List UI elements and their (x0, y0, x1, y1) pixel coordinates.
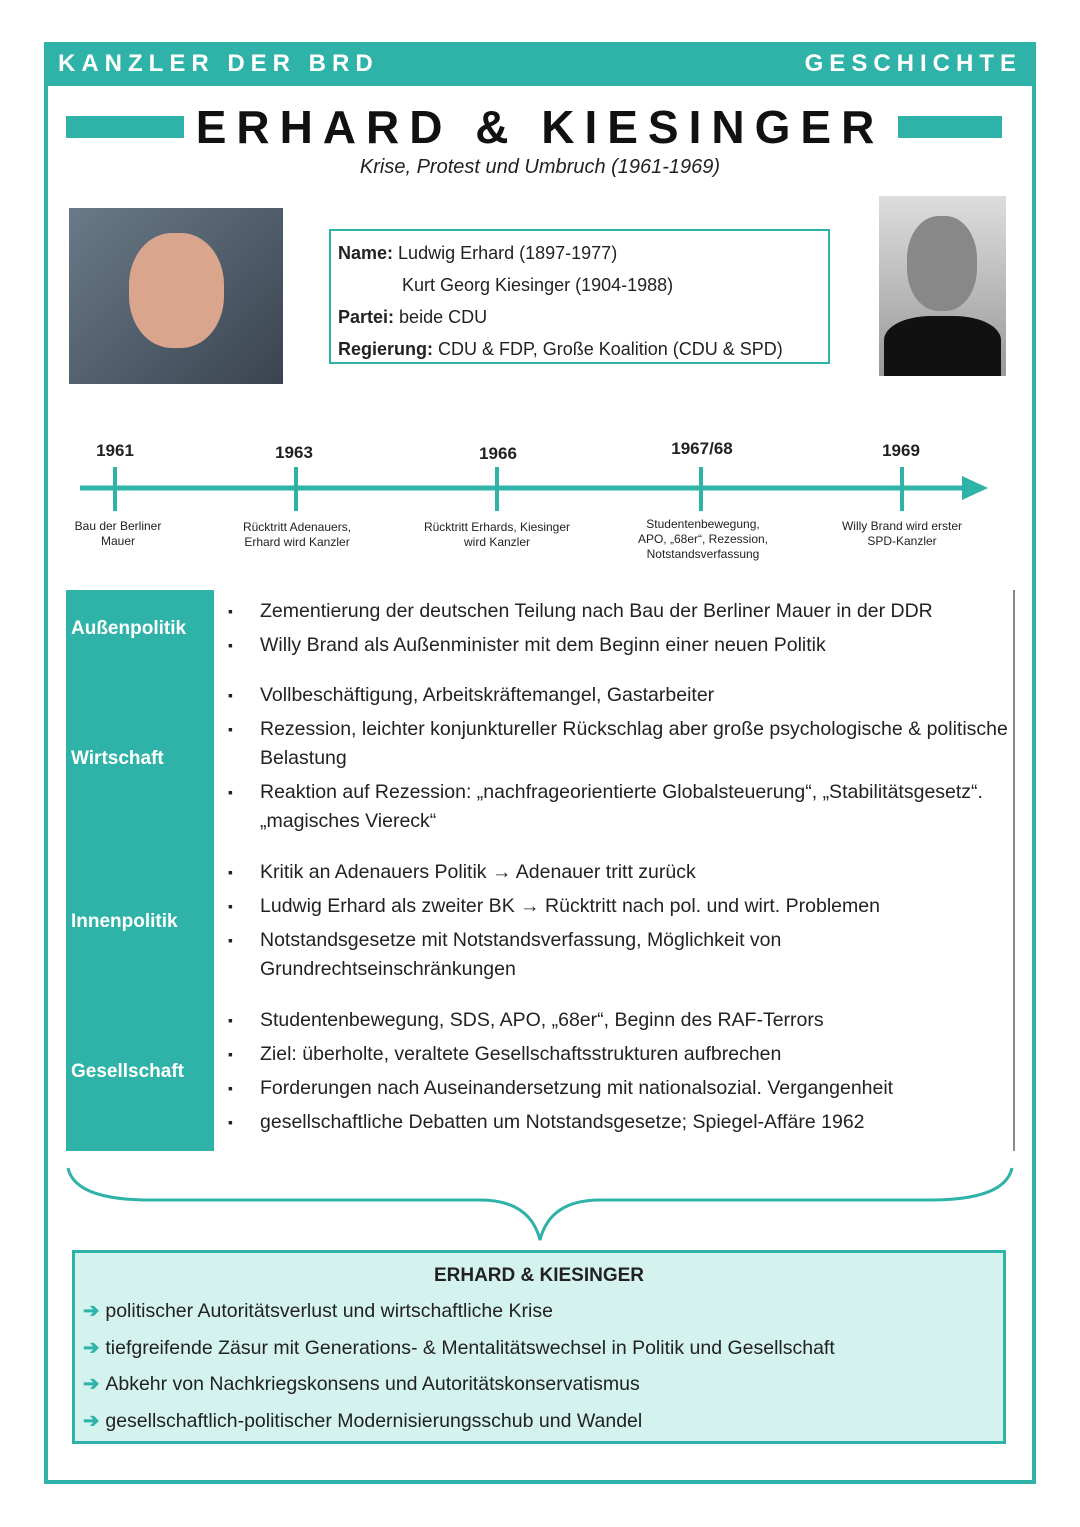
page-title: ERHARD & KIESINGER (195, 101, 885, 153)
list-item: ▪ Willy Brand als Außenminister mit dem Beginn einer neuen Politik (228, 631, 1008, 660)
summary-item: politischer Autoritätsverlust und wirtschaftliche Krise (105, 1300, 553, 1322)
timeline-year: 1967/68 (671, 439, 733, 458)
summary-title: ERHARD & KIESINGER (433, 1265, 645, 1286)
list-item: ▪ Notstandsgesetze mit Notstandsverfassung, Möglichkeit von Grundrechtseinschränkungen (228, 926, 1008, 984)
header-right: GESCHICHTE (804, 50, 1022, 77)
timeline-event: Rücktritt Adenauers, Erhard wird Kanzler (242, 520, 352, 549)
timeline-event: Studentenbewegung, APO, „68er“, Rezession, Notstandsverfassung (637, 517, 769, 561)
summary-item: gesellschaftlich-politischer Modernisierungsschub und Wandel (105, 1409, 643, 1432)
timeline-year: 1969 (882, 441, 920, 460)
party-label: Partei (338, 307, 389, 327)
page-subtitle: Krise, Protest und Umbruch (1961-1969) (359, 156, 721, 178)
category-wirtschaft: Wirtschaft (71, 748, 164, 769)
gov-label: Regierung (338, 339, 428, 359)
list-item: ▪ Zementierung der deutschen Teilung nach Bau der Berliner Mauer in der DDR (228, 597, 1008, 626)
list-item: ▪ Kritik an Adenauers Politik → Adenauer tritt zurück (228, 858, 1008, 887)
name-erhard: Ludwig Erhard (1897-1977) (398, 243, 618, 263)
arrow-icon: ➔ (83, 1300, 100, 1322)
list-item: ▪ Ziel: überholte, veraltete Gesellschaftsstrukturen aufbrechen (228, 1040, 1008, 1069)
summary-item: tiefgreifende Zäsur mit Generations- & Mentalitätswechsel in Politik und Gesellschaft (105, 1336, 835, 1359)
timeline-year: 1963 (275, 443, 313, 462)
list-item: ▪ Forderungen nach Auseinandersetzung mit nationalsozial. Vergangenheit (228, 1074, 1008, 1103)
gov-value: CDU & FDP, Große Koalition (CDU & SPD) (438, 339, 783, 359)
arrow-icon: ➔ (83, 1409, 100, 1432)
party-value: beide CDU (399, 307, 488, 327)
summary-item: Abkehr von Nachkriegskonsens und Autoritätskonservatismus (105, 1373, 640, 1395)
summary-box (72, 1250, 1006, 1444)
timeline-year: 1961 (96, 441, 134, 460)
list-item: ▪ Vollbeschäftigung, Arbeitskräftemangel, Gastarbeiter (228, 681, 1008, 710)
list-item: ▪ Studentenbewegung, SDS, APO, „68er“, Beginn des RAF-Terrors (228, 1006, 1008, 1035)
category-gesellschaft: Gesellschaft (71, 1061, 184, 1082)
header-left: KANZLER DER BRD (58, 50, 379, 77)
arrow-icon: ➔ (83, 1336, 100, 1359)
list-item: ▪ Ludwig Erhard als zweiter BK → Rücktritt nach pol. und wirt. Problemen (228, 892, 1008, 921)
info-box: Name: Ludwig Erhard (1897-1977) Kurt Georg Kiesinger (1904-1988) Partei: beide CDU Regierung: CDU & FDP, Große Koalition (CDU & SPD) (329, 229, 830, 364)
list-item: ▪ gesellschaftliche Debatten um Notstandsgesetze; Spiegel-Affäre 1962 (228, 1108, 1008, 1137)
name-kiesinger: Kurt Georg Kiesinger (1904-1988) (402, 275, 674, 295)
timeline-year: 1966 (479, 444, 517, 463)
category-aussenpolitik: Außenpolitik (71, 618, 187, 639)
timeline-event: Rücktritt Erhards, Kiesinger wird Kanzler (423, 520, 571, 549)
arrow-icon: ➔ (83, 1373, 100, 1395)
timeline-event: Willy Brand wird erster SPD-Kanzler (841, 519, 963, 548)
name-label: Name (338, 243, 388, 263)
list-item: ▪ Rezession, leichter konjunktureller Rückschlag aber große psychologische & politische Belastung (228, 715, 1008, 773)
category-innenpolitik: Innenpolitik (71, 911, 178, 932)
list-item: ▪ Reaktion auf Rezession: „nachfrageorientierte Globalsteuerung“, „Stabilitätsgesetz“. „magisches Viereck“ (228, 778, 1008, 836)
timeline-event: Bau der Berliner Mauer (74, 519, 162, 548)
